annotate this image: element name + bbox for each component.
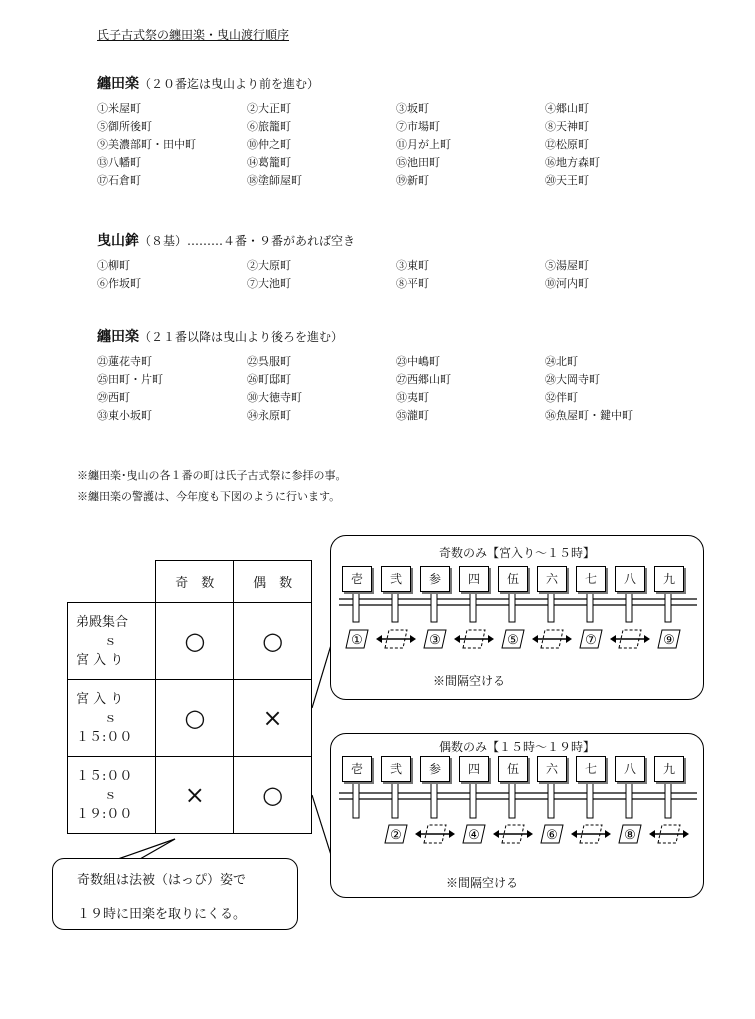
post-pole <box>587 782 593 818</box>
arrow-head-right <box>605 830 611 838</box>
list-item: ㉝東小坂町 <box>97 409 152 422</box>
list-item: ⑨美濃部町・田中町 <box>97 138 196 151</box>
panel-note: ※間隔空ける <box>433 674 506 688</box>
arrow-head-left <box>454 635 460 643</box>
odd-mark: ○ <box>156 680 234 757</box>
arrow-head-left <box>415 830 421 838</box>
list-item: ㉒呉服町 <box>247 355 291 368</box>
unit-number: ③ <box>429 633 441 648</box>
procession-diagram <box>331 536 703 699</box>
post-pole <box>626 592 632 622</box>
list-item: ㉞永原町 <box>247 409 291 422</box>
unit-number: ⑥ <box>546 828 558 843</box>
list-item: ㉚大徳寺町 <box>247 391 302 404</box>
post-label-box: 四 <box>459 566 489 592</box>
post-label-box: 壱 <box>342 756 372 782</box>
list-item: ㉟瀧町 <box>396 409 429 422</box>
post-pole <box>353 782 359 818</box>
list-item: ⑩河内町 <box>545 277 589 290</box>
list-item: ⑥旅籠町 <box>247 120 291 133</box>
list-item: ②大正町 <box>247 102 291 115</box>
arrow-head-left <box>571 830 577 838</box>
list-item: ㉜伴町 <box>545 391 578 404</box>
arrow-head-right <box>449 830 455 838</box>
even-mark: ○ <box>234 757 312 834</box>
list-item: ㉕田町・片町 <box>97 373 163 386</box>
arrow-head-left <box>376 635 382 643</box>
list-item: ⑬八幡町 <box>97 156 141 169</box>
list-item: ㉔北町 <box>545 355 578 368</box>
list-item: ⑦大池町 <box>247 277 291 290</box>
post-label-box: 伍 <box>498 566 528 592</box>
panel-title: 偶数のみ【１５時～１９時】 <box>438 740 595 754</box>
panel-note: ※間隔空ける <box>446 876 519 890</box>
page-title: 氏子古式祭の纏田楽・曳山渡行順序 <box>97 28 290 42</box>
odd-mark: × <box>156 757 234 834</box>
bubble-line: 奇数組は法被（はっぴ）姿で <box>77 873 247 888</box>
table-corner-cell <box>68 561 156 603</box>
post-label-box: 七 <box>576 756 606 782</box>
remark-line: ※纏田楽の警護は、今年度も下図のように行います。 <box>77 490 341 503</box>
arrow-head-right <box>683 830 689 838</box>
post-label-box: 九 <box>654 566 684 592</box>
header-even: 偶 数 <box>234 561 312 603</box>
arrow-head-right <box>488 635 494 643</box>
post-pole <box>665 782 671 818</box>
list-item: ⑤湯屋町 <box>545 259 589 272</box>
list-item: ㊱魚屋町・鍵中町 <box>545 409 633 422</box>
post-label-box: 弐 <box>381 756 411 782</box>
list-item: ⑧平町 <box>396 277 429 290</box>
arrow-head-right <box>410 635 416 643</box>
post-pole <box>431 782 437 818</box>
table-row <box>68 603 312 680</box>
post-pole <box>470 592 476 622</box>
note-bubble <box>52 858 298 930</box>
arrow-head-right <box>566 635 572 643</box>
post-pole <box>509 592 515 622</box>
post-label-box: 八 <box>615 566 645 592</box>
unit-number: ⑨ <box>663 633 675 648</box>
list-item: ②大原町 <box>247 259 291 272</box>
post-pole <box>548 592 554 622</box>
row-label <box>68 680 156 757</box>
section-head-label: 纏田楽 <box>97 329 139 345</box>
list-item: ⑩仲之町 <box>247 138 291 151</box>
unit-number: ⑦ <box>585 633 597 648</box>
row-label-start: 宮 入 り <box>76 691 124 707</box>
arrow-head-right <box>527 830 533 838</box>
odd-mark: ○ <box>156 603 234 680</box>
list-item: ⑦市場町 <box>396 120 440 133</box>
arrow-head-left <box>532 635 538 643</box>
list-item: ㉙西町 <box>97 391 130 404</box>
list-item: ⑲新町 <box>396 174 429 187</box>
row-label <box>68 603 156 680</box>
list-item: ①柳町 <box>97 259 130 272</box>
row-label-tilde: ｓ <box>104 710 118 726</box>
list-item: ⑮池田町 <box>396 156 440 169</box>
panel-title: 奇数のみ【宮入り～１５時】 <box>438 546 595 560</box>
arrow-head-left <box>493 830 499 838</box>
post-label-box: 伍 <box>498 756 528 782</box>
row-label-start: 弟殿集合 <box>76 614 129 630</box>
post-label-box: 弐 <box>381 566 411 592</box>
list-item: ㉑蓮花寺町 <box>97 355 152 368</box>
unit-number: ① <box>351 633 363 648</box>
row-label <box>68 757 156 834</box>
post-pole <box>392 592 398 622</box>
list-item: ⑥作坂町 <box>97 277 141 290</box>
post-pole <box>392 782 398 818</box>
table-row <box>68 680 312 757</box>
list-item: ⑧天神町 <box>545 120 589 133</box>
list-item: ⑯地方森町 <box>545 156 600 169</box>
even-mark: × <box>234 680 312 757</box>
row-label-end: １５:００ <box>76 729 133 745</box>
list-item: ⑪月が上町 <box>396 138 451 151</box>
post-label-box: 参 <box>420 566 450 592</box>
post-label-box: 八 <box>615 756 645 782</box>
post-pole <box>353 592 359 622</box>
arrow-head-left <box>610 635 616 643</box>
post-label-box: 壱 <box>342 566 372 592</box>
post-pole <box>509 782 515 818</box>
list-item: ④郷山町 <box>545 102 589 115</box>
post-pole <box>548 782 554 818</box>
list-item: ⑤御所後町 <box>97 120 152 133</box>
section-head-label: 曳山鉾 <box>97 233 139 249</box>
row-label-tilde: ｓ <box>104 633 118 649</box>
list-item: ㉘大岡寺町 <box>545 373 600 386</box>
bubble-line: １９時に田楽を取りにくる。 <box>77 907 247 922</box>
even-mark: ○ <box>234 603 312 680</box>
post-label-box: 六 <box>537 566 567 592</box>
section-head-label: 纏田楽 <box>97 76 139 92</box>
list-item: ⑱塗師屋町 <box>247 174 302 187</box>
post-pole <box>665 592 671 622</box>
list-item: ㉗西郷山町 <box>396 373 451 386</box>
arrow-head-left <box>649 830 655 838</box>
list-item: ⑰石倉町 <box>97 174 141 187</box>
post-label-box: 参 <box>420 756 450 782</box>
section-head-note: （２０番迄は曳山より前を進む） <box>139 77 320 91</box>
list-item: ⑳天王町 <box>545 174 589 187</box>
post-pole <box>470 782 476 818</box>
arrow-head-right <box>644 635 650 643</box>
unit-number: ⑤ <box>507 633 519 648</box>
unit-number: ⑧ <box>624 828 636 843</box>
row-label-end: １９:００ <box>76 806 133 822</box>
unit-number: ② <box>390 828 402 843</box>
table-row <box>68 757 312 834</box>
even-procession-panel <box>330 733 704 898</box>
row-label-start: １５:００ <box>76 768 133 784</box>
list-item: ⑭葛籠町 <box>247 156 291 169</box>
list-item: ㉖町邸町 <box>247 373 291 386</box>
post-label-box: 七 <box>576 566 606 592</box>
list-item: ①米屋町 <box>97 102 141 115</box>
section-head-note: （２１番以降は曳山より後ろを進む） <box>139 330 344 344</box>
list-item: ⑫松原町 <box>545 138 589 151</box>
row-label-end: 宮 入 り <box>76 652 124 668</box>
odd-procession-panel <box>330 535 704 700</box>
row-label-tilde: ｓ <box>104 787 118 803</box>
post-label-box: 六 <box>537 756 567 782</box>
list-item: ③坂町 <box>396 102 429 115</box>
remark-line: ※纏田楽･曳山の各１番の町は氏子古式祭に参拝の事。 <box>77 469 347 482</box>
post-pole <box>626 782 632 818</box>
section-head-note: （８基）………４番・９番があれば空き <box>139 234 356 248</box>
list-item: ㉛夷町 <box>396 391 429 404</box>
header-odd: 奇 数 <box>156 561 234 603</box>
unit-number: ④ <box>468 828 480 843</box>
list-item: ③東町 <box>396 259 429 272</box>
post-label-box: 四 <box>459 756 489 782</box>
guard-schedule-table <box>67 560 312 834</box>
post-label-box: 九 <box>654 756 684 782</box>
list-item: ㉓中嶋町 <box>396 355 440 368</box>
post-pole <box>431 592 437 622</box>
post-pole <box>587 592 593 622</box>
